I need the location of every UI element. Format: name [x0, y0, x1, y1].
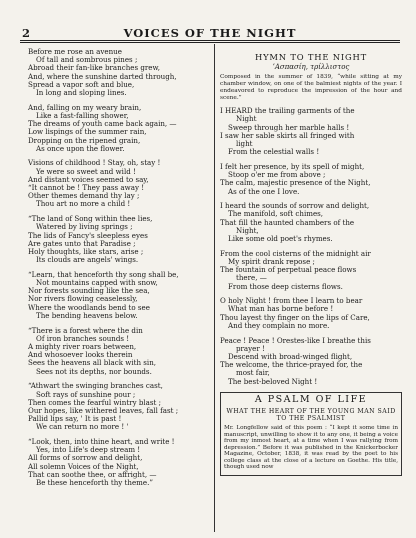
verse-line: Night,: [236, 225, 259, 235]
verse-line: In long and sloping lines.: [36, 88, 127, 98]
verse-line: Thou art no more a child !: [36, 199, 131, 209]
verse-line: That can soothe thee, or affright, —: [28, 469, 157, 479]
verse-line: O holy Night ! from thee I learn to bear: [220, 296, 363, 306]
verse-line: Its clouds are angels' wings.: [36, 255, 139, 265]
verse-line: Like some old poet's rhymes.: [228, 234, 333, 244]
verse-line: Night: [236, 114, 257, 124]
verse-line: “Look, then, into thine heart, and write !: [28, 437, 175, 447]
verse-line: As of the one I love.: [228, 186, 300, 196]
verse-line: Soft rays of sunshine pour ;: [36, 389, 136, 399]
verse-line: there, —: [236, 273, 267, 283]
stanza: [220, 250, 402, 291]
verse-line: Yes, into Life's deep stream !: [36, 445, 141, 455]
verse-line: What man has borne before !: [228, 304, 334, 314]
verse-line: “Athwart the swinging branches cast,: [28, 381, 163, 391]
stanza: [28, 327, 210, 376]
verse-line: I felt her presence, by its spell of might,: [220, 161, 365, 171]
hymn-epigraph: ’Aσπασίη, τρίλλιστος: [272, 63, 350, 72]
verse-line: Watered by living springs ;: [36, 222, 133, 232]
verse-line: The fountain of perpetual peace flows: [220, 265, 357, 275]
verse-line: Where the woodlands bend to see: [28, 302, 150, 312]
verse-line: And distant voices seemed to say,: [28, 174, 149, 184]
stanza: [28, 104, 210, 153]
verse-line: Sweep through her marble halls !: [228, 122, 350, 132]
verse-line: Sees the heavens all black with sin,: [28, 358, 157, 368]
verse-line: My spirit drank repose ;: [228, 256, 315, 266]
left-column: [28, 48, 210, 494]
verse-line: Not mountains capped with snow,: [36, 278, 158, 288]
verse-line: “The land of Song within thee lies,: [28, 214, 153, 224]
verse-line: Holy thoughts, like stars, arise ;: [28, 246, 144, 256]
header-rule: [20, 40, 400, 41]
verse-line: Then comes the fearful wintry blast ;: [28, 397, 162, 407]
verse-line: most fair,: [236, 368, 270, 378]
verse-line: Sees not its depths, nor bounds.: [36, 366, 152, 376]
stanza: [220, 202, 402, 243]
verse-line: “Learn, that henceforth thy song shall be,: [28, 269, 179, 279]
verse-line: We can return no more ! ': [36, 422, 129, 432]
verse-line: “It cannot be ! They pass away !: [28, 183, 145, 193]
verse-line: Abroad their fan-like branches grew,: [28, 63, 160, 73]
verse-line: Of iron branches sounds !: [36, 333, 130, 343]
verse-line: And, falling on my weary brain,: [28, 102, 142, 112]
verse-line: Nor forests sounding like the sea,: [28, 286, 150, 296]
stanza: [28, 48, 210, 97]
verse-line: All forms of sorrow and delight,: [28, 453, 143, 463]
verse-line: From the cool cisterns of the midnight air: [220, 248, 371, 258]
stanza: [220, 297, 402, 330]
verse-line: The calm, majestic presence of the Night,: [220, 178, 371, 188]
right-column: [220, 48, 402, 476]
stanza: [28, 271, 210, 320]
verse-line: “There is a forest where the din: [28, 325, 143, 335]
verse-line: The manifold, soft chimes,: [228, 209, 324, 219]
stanza: [28, 215, 210, 264]
psalm-subtitle: WHAT THE HEART OF THE YOUNG MAN SAID TO THE PSALMIST: [226, 407, 396, 422]
stanza: [220, 337, 402, 386]
verse-line: Be these henceforth thy theme.”: [36, 478, 153, 488]
verse-line: Are gates unto that Paradise ;: [28, 238, 136, 248]
verse-line: The dreams of youth came back again, —: [28, 119, 177, 129]
verse-line: The best-beloved Night !: [228, 376, 318, 386]
verse-line: Of tall and sombrous pines ;: [36, 55, 138, 65]
page-header: [22, 26, 398, 40]
verse-line: All solemn Voices of the Night,: [28, 461, 139, 471]
header-rule-thin: [20, 42, 400, 43]
hymn-note: Composed in the summer of 1839, “while sitting at my chamber window, on one of the balmiest nights of the year. I endeavored to reproduce the impression of the hour and scene.”: [220, 74, 402, 101]
verse-line: Ye were so sweet and wild !: [36, 166, 136, 176]
verse-line: Descend with broad-winged flight,: [228, 352, 353, 361]
verse-line: From the celestial walls !: [228, 147, 320, 157]
hymn-body: [220, 107, 402, 386]
stanza: [220, 163, 402, 196]
psalm-header-box: [220, 392, 402, 476]
verse-line: Stoop o'er me from above ;: [228, 170, 326, 180]
psalm-title: A PSALM OF LIFE: [254, 394, 368, 406]
verse-line: light: [236, 139, 253, 149]
verse-line: Other themes demand thy lay ;: [28, 191, 140, 201]
verse-line: Thou layest thy finger on the lips of Care,: [220, 312, 370, 322]
verse-line: Pallid lips say, ' It is past !: [28, 414, 122, 424]
verse-line: prayer !: [236, 343, 265, 353]
verse-line: A mighty river roars between,: [28, 342, 137, 351]
verse-line: Spread a vapor soft and blue,: [28, 79, 135, 89]
verse-line: The welcome, the thrice-prayed for, the: [220, 360, 363, 370]
stanza: [220, 107, 402, 156]
stanza: [28, 159, 210, 208]
verse-line: I saw her sable skirts all fringed with: [220, 130, 355, 140]
stanza: [28, 382, 210, 431]
verse-line: And whosoever looks therein: [28, 350, 133, 360]
verse-line: As once upon the flower.: [36, 143, 125, 153]
column-divider: [214, 44, 215, 532]
running-title: VOICES OF THE NIGHT: [123, 26, 297, 40]
verse-line: And, where the sunshine darted through,: [28, 71, 177, 81]
verse-line: The bending heavens below.: [36, 310, 138, 320]
verse-line: Peace ! Peace ! Orestes-like I breathe this: [220, 335, 371, 345]
verse-line: Dropping on the ripened grain,: [28, 135, 141, 145]
verse-line: Low lispings of the summer rain,: [28, 127, 147, 137]
verse-line: Like a fast-falling shower,: [36, 110, 129, 120]
verse-line: I heard the sounds of sorrow and delight,: [220, 201, 370, 211]
psalm-note: Mr. Longfellow said of this poem : “I kept it some time in manuscript, unwilling to show it to any one, it being a voice from my inmost heart, at a time when I was rallying from depression.” Before it was published in the Knickerbocker Magazine, October, 1838, it was read by the poet to his college class at the close of a lecture on Goethe. His title, though used now: [224, 424, 398, 471]
verse-line: That fill the haunted chambers of the: [220, 217, 355, 227]
verse-line: Before me rose an avenue: [28, 47, 122, 56]
verse-line: From those deep cisterns flows.: [228, 281, 343, 291]
verse-line: The lids of Fancy's sleepless eyes: [28, 230, 148, 240]
verse-line: And they complain no more.: [228, 320, 330, 330]
stanza: [28, 438, 210, 487]
verse-line: Visions of childhood ! Stay, oh, stay !: [28, 158, 161, 168]
hymn-title: HYMN TO THE NIGHT: [255, 52, 367, 62]
verse-line: Nor rivers flowing ceaselessly,: [28, 294, 138, 304]
page-number: 2: [22, 26, 32, 40]
verse-line: Our hopes, like withered leaves, fall fast ;: [28, 405, 179, 415]
verse-line: I HEARD the trailing garments of the: [220, 106, 355, 116]
